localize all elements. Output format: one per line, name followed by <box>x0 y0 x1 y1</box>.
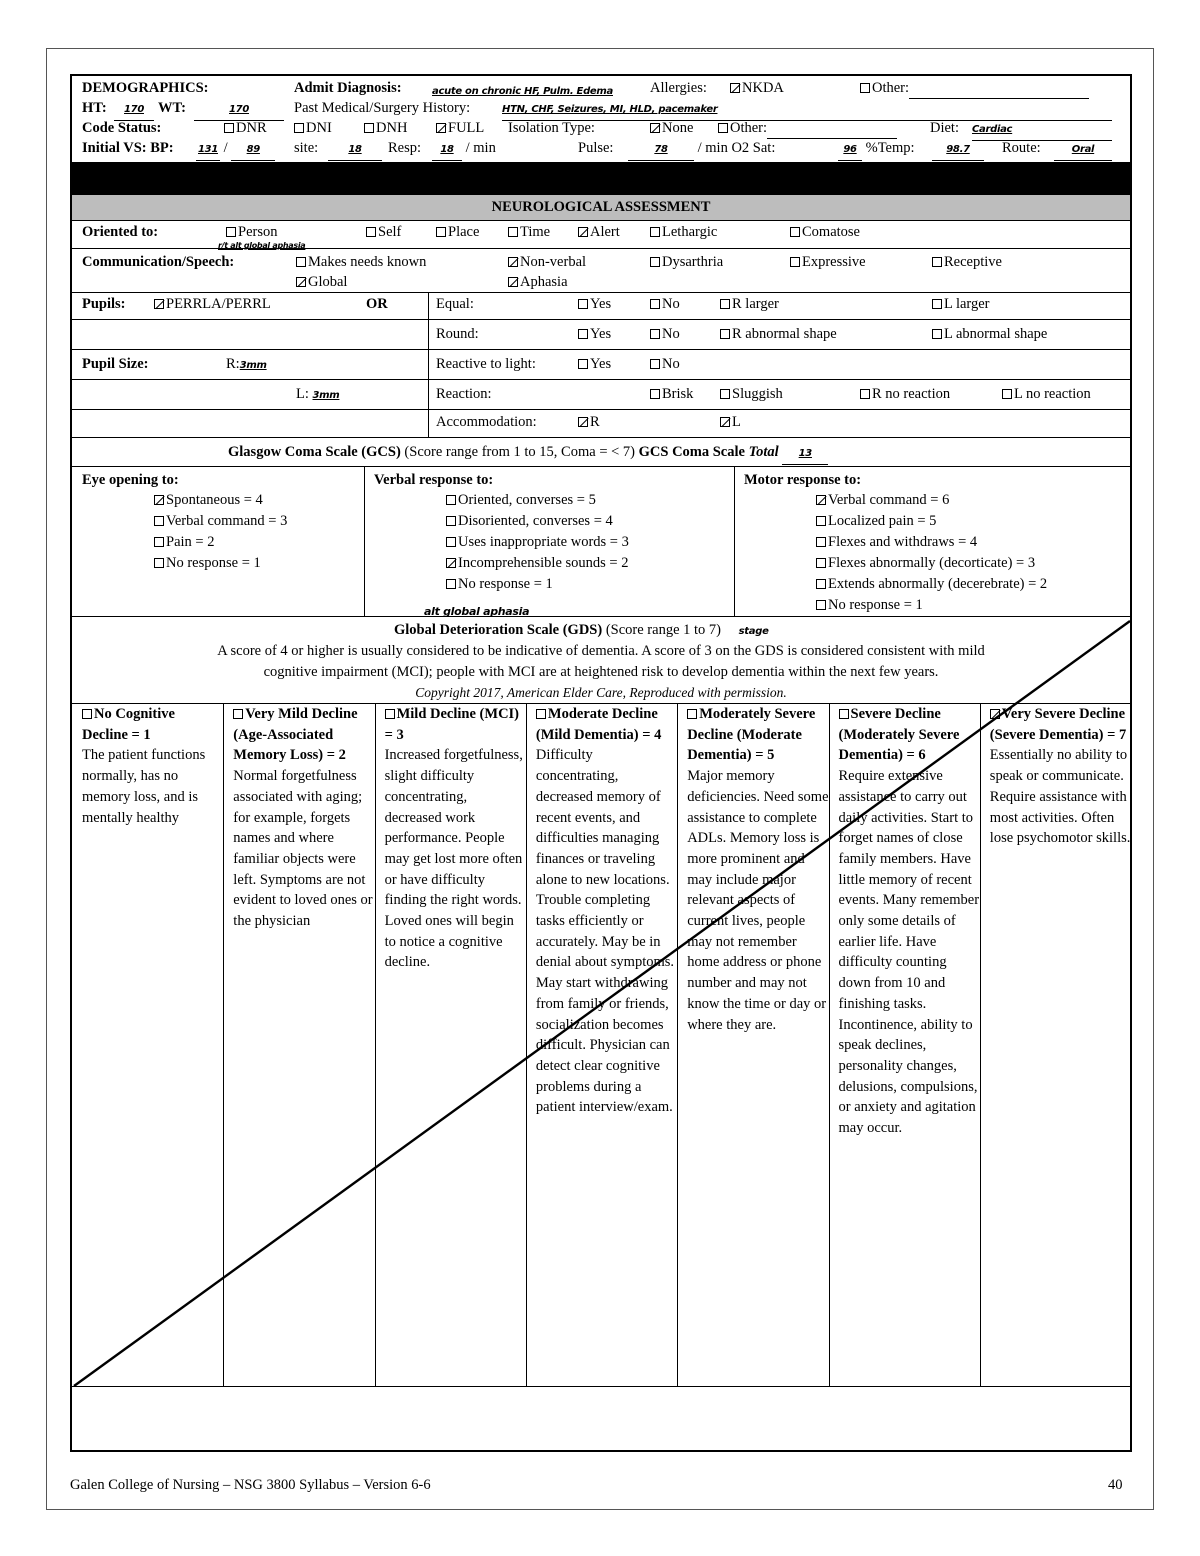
equal-yes[interactable]: Yes <box>578 294 611 314</box>
dnh-option[interactable]: DNH <box>364 118 407 138</box>
l-larger[interactable]: L larger <box>932 294 990 314</box>
code-status-label: Code Status: <box>82 120 162 136</box>
comm-non-verbal[interactable]: Non-verbal <box>508 252 586 272</box>
reaction-label: Reaction: <box>436 386 492 402</box>
assessment-form: DEMOGRAPHICS: Admit Diagnosis: acute on chronic HF, Pulm. Edema Allergies: NKDA Other: HT: 170 WT: 170 Past Medical/Surgery History: HTN, CHF, Seizures, MI, HLD, pacemaker Code Status: DNR DNI DNH FULL Isolation Type: None Other: Diet: Cardiac Initial VS: BP: 131 / 89 site: 18 Resp: 18 / min Pulse: 78 / min O2 Sat: 96 %Temp: 98.7 Route: Oral NEUROLOGICAL ASSESSMENT Oriented to: Person r/t alt global aphasia Self Place Time Alert Lethargic Comatose Communication/Speech: Makes needs known Non-verbal Dysarthria Expressive Receptive Global Aphasia Pupils: PERRLA/PERRL OR Equal: Yes No R larger L larger Round: Yes No R abnormal shape L abnormal shape Pupil Size: R:3mm Reactive to light: Yes No L: 3mm Reaction: Brisk Sluggish R no reaction L no reaction Accommodation: R L Glasgow Coma Scale (GCS) (Score range from 1 to 15, Coma = < 7) GCS Coma Scale Total 13 Eye opening to: Spontaneous = 4 Verbal command = 3 Pain = 2 No response = 1 Verbal response to: Oriented, converses = 5 Disoriented, converses = 4 Uses inappropriate words = 3 Incomprehensible sounds = 2 No response = 1 alt global aphasia Motor response to: Verbal command = 6 Localized pain = 5 Flexes and withdraws = 4 Flexes abnormally (decorticate) = 3 Extends abnormally (decerebrate) = 2 No response = 1 Global Deterioration Scale (GDS) (Score range 1 to 7) stage A score of 4 or higher is usually considered to be indicative of dementia. A score of 3 on the GDS is considered consistent with mild cognitive impairment (MCI); people with MCI are at heightened risk to develop dementia within the next few years. Copyright 2017, American Elder Care, Reproduced with permission. No Cognitive Decline = 1 The patient functions normally, has no memory loss, and is mentally healthy Very Mild Decline (Age-Associated Memory Loss) = 2 Normal forgetfulness associated with aging; for example, forgets names and where familiar objects were left. Symptoms are not evident to loved ones or the physician Mild Decline (MCI) = 3 Increased forgetfulness, slight difficulty concentrating, decreased work performance. People may get lost more often or have difficulty finding the right words. Loved ones will begin to notice a cognitive decline. Moderate Decline (Mild Dementia) = 4 Difficulty concentrating, decreased memory of recent events, and difficulties managing finances or traveling alone to new locations. Trouble completing tasks efficiently or accurately. May be in denial about symptoms. May start withdrawing from family or friends, socialization becomes difficult. Physician can detect clear cognitive problems during a patient interview/exam. Moderately Severe Decline (Moderate Dementia) = 5 Major memory deficiencies. Need some assistance to complete ADLs. Memory loss is more prominent and may include major relevant aspects of current lives, people may not remember home address or phone number and may not know the time or day or where they are. Severe Decline (Moderately Severe Dementia) = 6 Require extensive assistance to carry out daily activities. Start to forget names of close family members. Have little memory of recent events. Many remember only some details of earlier life. Have difficulty counting down from 10 and finishing tasks. Incontinence, ability to speak declines, personality changes, delusions, compulsions, or anxiety and agitation may occur. Very Severe Decline (Severe Dementia) = 7 Essentially no ability to speak or communicate. Require assistance with most activities. Often lose psychomotor skills. <box>70 74 1132 1452</box>
pupils-label: Pupils: <box>82 296 126 312</box>
equal-no[interactable]: No <box>650 294 680 314</box>
gds-stage-title-text: Severe Decline (Moderately Severe Dementia) = 6 <box>838 706 960 764</box>
round-no[interactable]: No <box>650 324 680 344</box>
oriented-time[interactable]: Time <box>508 222 550 242</box>
route-value[interactable]: Oral <box>1054 140 1112 161</box>
gds-column-7 <box>980 704 1131 849</box>
motor-option-1[interactable]: No response = 1 <box>816 595 923 615</box>
eye-option-3[interactable]: Verbal command = 3 <box>154 511 287 531</box>
gcs-total-value[interactable]: 13 <box>782 444 828 465</box>
r-abnormal-shape[interactable]: R abnormal shape <box>720 324 837 344</box>
oriented-lethargic[interactable]: Lethargic <box>650 222 717 242</box>
or-label: OR <box>366 296 388 312</box>
comm-global[interactable]: Global <box>296 272 347 292</box>
gds-stage-title[interactable] <box>233 704 374 766</box>
divider <box>677 703 678 1386</box>
verbal-option-2[interactable]: Incomprehensible sounds = 2 <box>446 553 628 573</box>
eye-opening-title: Eye opening to: <box>82 472 179 488</box>
resp-label: Resp: <box>388 140 422 156</box>
l-size-label: L: <box>296 386 309 402</box>
bp-systolic[interactable]: 131 <box>196 140 220 161</box>
oriented-person[interactable]: Person <box>226 222 277 242</box>
r-size-value[interactable]: 3mm <box>239 360 267 371</box>
divider <box>375 703 376 1386</box>
gds-stage-description: Major memory deficiencies. Need some assistance to complete ADLs. Memory loss is more prominent and may include major relevant aspects of current lives, people may not remember home address or phone number and may not know the time or day or where they are. <box>687 768 829 1033</box>
gds-column-3 <box>375 704 526 973</box>
motor-option-6[interactable]: Verbal command = 6 <box>816 490 949 510</box>
gds-description-2: cognitive impairment (MCI); people with MCI are at heightened risk to develop dementia within the next few years. <box>263 664 939 680</box>
gds-stage-checkbox[interactable] <box>82 709 92 719</box>
gcs-range: (Score range from 1 to 15, Coma = < 7) <box>404 444 635 460</box>
site-label: site: <box>294 140 319 156</box>
comm-expressive[interactable]: Expressive <box>790 252 866 272</box>
gds-stage-title-text: Very Severe Decline (Severe Dementia) = 7 <box>989 706 1127 743</box>
allergy-other-option[interactable]: Other: <box>860 78 1089 99</box>
accommodation-label: Accommodation: <box>436 414 537 430</box>
gds-stage-checkbox[interactable] <box>687 709 697 719</box>
comm-receptive[interactable]: Receptive <box>932 252 1002 272</box>
comm-dysarthria[interactable]: Dysarthria <box>650 252 723 272</box>
resp-value[interactable]: 18 <box>432 140 462 161</box>
weight-label: WT: <box>158 100 186 116</box>
gds-range: (Score range 1 to 7) <box>605 622 721 638</box>
divider <box>223 703 224 1386</box>
gds-column-1 <box>72 704 223 828</box>
isolation-other-option[interactable]: Other: <box>718 118 897 139</box>
verbal-option-5[interactable]: Oriented, converses = 5 <box>446 490 596 510</box>
divider <box>829 703 830 1386</box>
gds-stage-description: Increased forgetfulness, slight difficulty concentrating, decreased work performance. People may get lost more often or have difficulty finding the right words. Loved ones will begin to notice a cognitive decline. <box>384 747 523 971</box>
gds-stage-description: Require extensive assistance to carry out daily activities. Start to forget names of close family members. Have little memory of recent events. Many remember only some details of earlier life. Have difficulty counting down from 10 and finishing tasks. Incontinence, ability to speak declines, personality changes, delusions, compulsions, or anxiety and agitation may occur. <box>838 768 980 1137</box>
verbal-response-title: Verbal response to: <box>374 472 494 488</box>
page-number: 40 <box>1108 1477 1123 1493</box>
admit-diagnosis-label: Admit Diagnosis: <box>294 80 402 96</box>
resp-per-min: / min <box>465 140 496 156</box>
eye-option-1[interactable]: No response = 1 <box>154 553 261 573</box>
gds-column-5 <box>677 704 828 1035</box>
communication-label: Communication/Speech: <box>82 254 235 270</box>
reaction-brisk[interactable]: Brisk <box>650 384 693 404</box>
r-size-label: R: <box>226 356 240 372</box>
reactive-label: Reactive to light: <box>436 356 536 372</box>
pmh-value[interactable]: HTN, CHF, Seizures, MI, HLD, pacemaker <box>502 100 1112 121</box>
gds-stage-title[interactable] <box>536 704 677 745</box>
l-size-value[interactable]: 3mm <box>312 390 340 401</box>
gds-stage-description: Essentially no ability to speak or communicate. Require assistance with most activities. Often lose psychomotor skills. <box>989 747 1131 847</box>
gds-stage-title[interactable] <box>82 704 223 745</box>
gds-copyright: Copyright 2017, American Elder Care, Reproduced with permission. <box>415 685 787 700</box>
gcs-total-word: Total <box>748 444 779 460</box>
accommodation-r[interactable]: R <box>578 412 600 432</box>
gds-stage-checkbox[interactable] <box>233 709 243 719</box>
gds-stage-checkbox[interactable] <box>385 709 395 719</box>
eye-option-4[interactable]: Spontaneous = 4 <box>154 490 263 510</box>
gds-stage-title[interactable] <box>385 704 526 745</box>
height-label: HT: <box>82 100 107 116</box>
gds-stage-checkbox[interactable] <box>990 709 1000 719</box>
demographics-label: DEMOGRAPHICS: <box>82 80 209 96</box>
motor-option-2[interactable]: Extends abnormally (decerebrate) = 2 <box>816 574 1047 594</box>
admit-diagnosis-value[interactable]: acute on chronic HF, Pulm. Edema <box>432 86 613 97</box>
dnr-option[interactable]: DNR <box>224 118 267 138</box>
r-no-reaction[interactable]: R no reaction <box>860 384 950 404</box>
accommodation-l[interactable]: L <box>720 412 741 432</box>
gds-stage-checkbox[interactable] <box>536 709 546 719</box>
oriented-comatose[interactable]: Comatose <box>790 222 860 242</box>
o2-value[interactable]: 96 <box>838 140 862 161</box>
reaction-sluggish[interactable]: Sluggish <box>720 384 783 404</box>
divider <box>980 703 981 1386</box>
equal-label: Equal: <box>436 296 474 312</box>
gds-stage-title-text: Very Mild Decline (Age-Associated Memory Loss) = 2 <box>233 706 358 764</box>
gds-stage-title-text: Moderately Severe Decline (Moderate Dementia) = 5 <box>687 706 816 764</box>
reactive-yes[interactable]: Yes <box>578 354 611 374</box>
route-label: Route: <box>1002 140 1041 156</box>
gds-stage-title-text: No Cognitive Decline = 1 <box>82 706 175 743</box>
eye-option-2[interactable]: Pain = 2 <box>154 532 214 552</box>
site-value[interactable]: 18 <box>328 140 382 161</box>
height-value[interactable]: 170 <box>114 100 154 121</box>
gds-stage-description: Difficulty concentrating, decreased memory of recent events, and difficulties managing finances or traveling alone to new locations. Trouble completing tasks efficiently or accurately. May be in denial about symptoms. May start withdrawing from family or friends, socialization becomes difficult. Physician can detect clear cognitive problems during a patient interview/exam. <box>535 747 675 1116</box>
oriented-note: r/t alt global aphasia <box>218 241 306 250</box>
l-no-reaction[interactable]: L no reaction <box>1002 384 1091 404</box>
oriented-place[interactable]: Place <box>436 222 479 242</box>
diet-label: Diet: <box>930 120 959 136</box>
motor-option-5[interactable]: Localized pain = 5 <box>816 511 936 531</box>
r-larger[interactable]: R larger <box>720 294 779 314</box>
pulse-label: Pulse: <box>578 140 614 156</box>
round-yes[interactable]: Yes <box>578 324 611 344</box>
reactive-no[interactable]: No <box>650 354 680 374</box>
oriented-self[interactable]: Self <box>366 222 401 242</box>
gds-description-1: A score of 4 or higher is usually considered to be indicative of dementia. A score of 3 on the GDS is considered consistent with mild <box>217 643 985 659</box>
perrla-option[interactable]: PERRLA/PERRL <box>154 294 271 314</box>
isolation-label: Isolation Type: <box>508 120 595 136</box>
bp-diastolic[interactable]: 89 <box>231 140 275 161</box>
verbal-note: alt global aphasia <box>424 605 530 618</box>
gds-stage-title-text: Mild Decline (MCI) = 3 <box>384 706 520 743</box>
diet-value[interactable]: Cardiac <box>972 120 1112 141</box>
gds-stage-description: Normal forgetfulness associated with aging; for example, forgets names and where familiar objects were left. Symptoms are not evident to loved ones or the physician <box>233 768 373 930</box>
full-code-option[interactable]: FULL <box>436 118 484 138</box>
pmh-label: Past Medical/Surgery History: <box>294 100 471 116</box>
gds-stage-title-text: Moderate Decline (Mild Dementia) = 4 <box>535 706 662 743</box>
gds-note: stage <box>738 626 769 637</box>
nkda-option[interactable]: NKDA <box>730 78 784 98</box>
verbal-option-1[interactable]: No response = 1 <box>446 574 553 594</box>
o2-label: / min O2 Sat: <box>697 140 776 156</box>
pulse-value[interactable]: 78 <box>628 140 694 161</box>
l-abnormal-shape[interactable]: L abnormal shape <box>932 324 1047 344</box>
comm-makes-needs[interactable]: Makes needs known <box>296 252 426 272</box>
gds-title: Global Deterioration Scale (GDS) <box>394 622 603 638</box>
gds-stage-title[interactable] <box>990 704 1131 745</box>
dni-option[interactable]: DNI <box>294 118 332 138</box>
gds-stage-title[interactable] <box>839 704 980 766</box>
gds-column-2 <box>223 704 374 932</box>
oriented-alert[interactable]: Alert <box>578 222 620 242</box>
isolation-none-option[interactable]: None <box>650 118 693 138</box>
gds-stage-description: The patient functions normally, has no memory loss, and is mentally healthy <box>82 747 206 826</box>
temp-label: %Temp: <box>865 140 915 156</box>
motor-option-4[interactable]: Flexes and withdraws = 4 <box>816 532 977 552</box>
oriented-label: Oriented to: <box>82 224 159 240</box>
gds-stage-checkbox[interactable] <box>839 709 849 719</box>
gds-column-4 <box>526 704 677 1118</box>
temp-value[interactable]: 98.7 <box>932 140 984 161</box>
neuro-section-title: NEUROLOGICAL ASSESSMENT <box>72 194 1130 221</box>
pupil-size-label: Pupil Size: <box>82 356 149 372</box>
footer-text: Galen College of Nursing – NSG 3800 Syllabus – Version 6-6 <box>70 1477 431 1493</box>
comm-aphasia[interactable]: Aphasia <box>508 272 568 292</box>
gds-stage-title[interactable] <box>687 704 828 766</box>
motor-option-3[interactable]: Flexes abnormally (decorticate) = 3 <box>816 553 1035 573</box>
divider <box>526 703 527 1386</box>
initial-vs-label: Initial VS: BP: <box>82 140 174 156</box>
gcs-total-label: GCS Coma Scale <box>638 444 745 460</box>
gds-column-6 <box>829 704 980 1139</box>
gcs-title: Glasgow Coma Scale (GCS) <box>228 444 401 460</box>
verbal-option-3[interactable]: Uses inappropriate words = 3 <box>446 532 629 552</box>
weight-value[interactable]: 170 <box>194 100 284 121</box>
verbal-option-4[interactable]: Disoriented, converses = 4 <box>446 511 613 531</box>
allergies-label: Allergies: <box>650 80 707 96</box>
round-label: Round: <box>436 326 479 342</box>
motor-response-title: Motor response to: <box>744 472 862 488</box>
